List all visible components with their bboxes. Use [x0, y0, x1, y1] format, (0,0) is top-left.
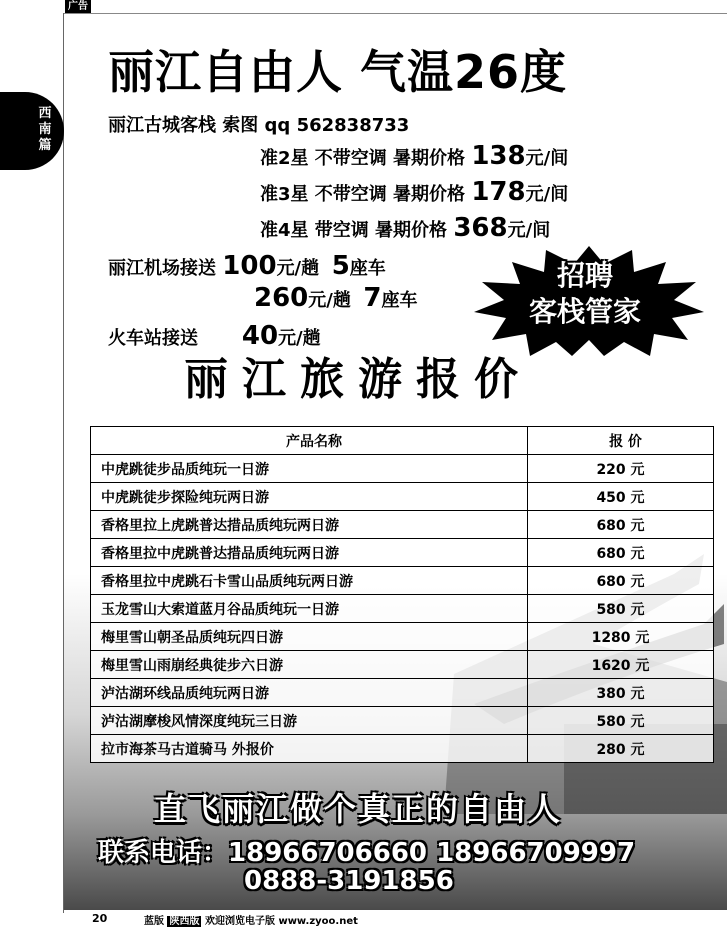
tour-price: 1280 元: [528, 623, 714, 651]
room-label: 准3星 不带空调 暑期价格: [260, 184, 466, 205]
ad-page: [64, 14, 727, 910]
footer-info: [144, 912, 358, 927]
tour-price: 380 元: [528, 679, 714, 707]
airport-label: 丽江机场接送: [108, 258, 216, 279]
table-row: [91, 539, 714, 567]
room-unit: 元/间: [507, 220, 551, 241]
table-row: [91, 679, 714, 707]
train-row: [108, 321, 321, 351]
footer-edition-box: 陕西版: [169, 916, 200, 927]
airport-seats: 7: [363, 283, 382, 313]
column-header-product: 产品名称: [91, 427, 528, 455]
table-header-row: [91, 427, 714, 455]
ad-tag-bar: [63, 0, 727, 14]
tour-price: 680 元: [528, 539, 714, 567]
contact-label: 联系电话：: [98, 838, 229, 868]
airport-unit: 元/趟: [308, 290, 351, 311]
tour-name: 中虎跳徒步品质纯玩一日游: [91, 455, 528, 483]
room-row: [260, 177, 569, 207]
train-unit: 元/趟: [278, 328, 321, 349]
tour-name: 梅里雪山雨崩经典徒步六日游: [91, 651, 528, 679]
room-price: 368: [453, 213, 508, 243]
table-row: [91, 595, 714, 623]
airport-car: 座车: [349, 258, 386, 279]
phone-number-3: 0888-3191856: [244, 866, 454, 896]
room-row: [260, 213, 551, 243]
tour-price: 220 元: [528, 455, 714, 483]
tour-name: 香格里拉上虎跳普达措品质纯玩两日游: [91, 511, 528, 539]
tour-name: 香格里拉中虎跳石卡雪山品质纯玩两日游: [91, 567, 528, 595]
train-label: 火车站接送: [108, 328, 198, 349]
tour-name: 香格里拉中虎跳普达措品质纯玩两日游: [91, 539, 528, 567]
table-row: [91, 483, 714, 511]
recruit-line-2: 客栈管家: [528, 295, 641, 328]
tour-name: 梅里雪山朝圣品质纯玩四日游: [91, 623, 528, 651]
recruit-burst: [474, 258, 696, 330]
phone-number-2: 18966709997: [436, 838, 636, 868]
table-row: [91, 455, 714, 483]
airport-seats: 5: [331, 251, 350, 281]
airport-price: 100: [222, 251, 277, 281]
page-number: 20: [92, 912, 108, 925]
room-row: [260, 141, 569, 171]
room-price: 178: [471, 177, 526, 207]
tour-name: 泸沽湖环线品质纯玩两日游: [91, 679, 528, 707]
phone-number-1: 18966706660: [228, 838, 428, 868]
airport-row: [108, 251, 386, 281]
tour-name: 拉市海茶马古道骑马 外报价: [91, 735, 528, 763]
section-title: 丽江旅游报价: [184, 354, 532, 405]
table-row: [91, 623, 714, 651]
room-price: 138: [471, 141, 526, 171]
side-tab: [0, 92, 64, 170]
price-table: [90, 426, 714, 763]
room-label: 准2星 不带空调 暑期价格: [260, 148, 466, 169]
table-row: [91, 707, 714, 735]
room-label: 准4星 带空调 暑期价格: [260, 220, 448, 241]
tour-price: 580 元: [528, 595, 714, 623]
table-row: [91, 511, 714, 539]
tour-name: 中虎跳徒步探险纯玩两日游: [91, 483, 528, 511]
tour-price: 1620 元: [528, 651, 714, 679]
footer-section: 蓝版: [144, 916, 164, 927]
inn-line: 丽江古城客栈 索图 qq 562838733: [108, 115, 410, 136]
train-price: 40: [241, 321, 279, 351]
room-unit: 元/间: [525, 184, 569, 205]
tour-price: 680 元: [528, 567, 714, 595]
ad-tag-label: 广告: [65, 0, 91, 13]
airport-price: 260: [254, 283, 309, 313]
footer-website: 欢迎浏览电子版 www.zyoo.net: [204, 916, 358, 927]
tour-price: 280 元: [528, 735, 714, 763]
table-row: [91, 651, 714, 679]
side-tab-label: 西南篇: [38, 106, 52, 153]
tour-price: 680 元: [528, 511, 714, 539]
airport-car: 座车: [381, 290, 418, 311]
headline: 丽江自由人 气温26度: [108, 45, 568, 99]
table-row: [91, 735, 714, 763]
recruit-line-1: 招聘: [556, 259, 613, 292]
tour-name: 玉龙雪山大索道蓝月谷品质纯玩一日游: [91, 595, 528, 623]
room-unit: 元/间: [525, 148, 569, 169]
airport-unit: 元/趟: [276, 258, 320, 279]
tour-name: 泸沽湖摩梭风情深度纯玩三日游: [91, 707, 528, 735]
page-footer: [64, 910, 727, 926]
column-header-price: 报 价: [528, 427, 714, 455]
contact-line: [98, 832, 635, 869]
airport-row-2: [254, 283, 418, 313]
tour-price: 580 元: [528, 707, 714, 735]
slogan: 直飞丽江做个真正的自由人: [154, 790, 563, 828]
table-row: [91, 567, 714, 595]
tour-price: 450 元: [528, 483, 714, 511]
